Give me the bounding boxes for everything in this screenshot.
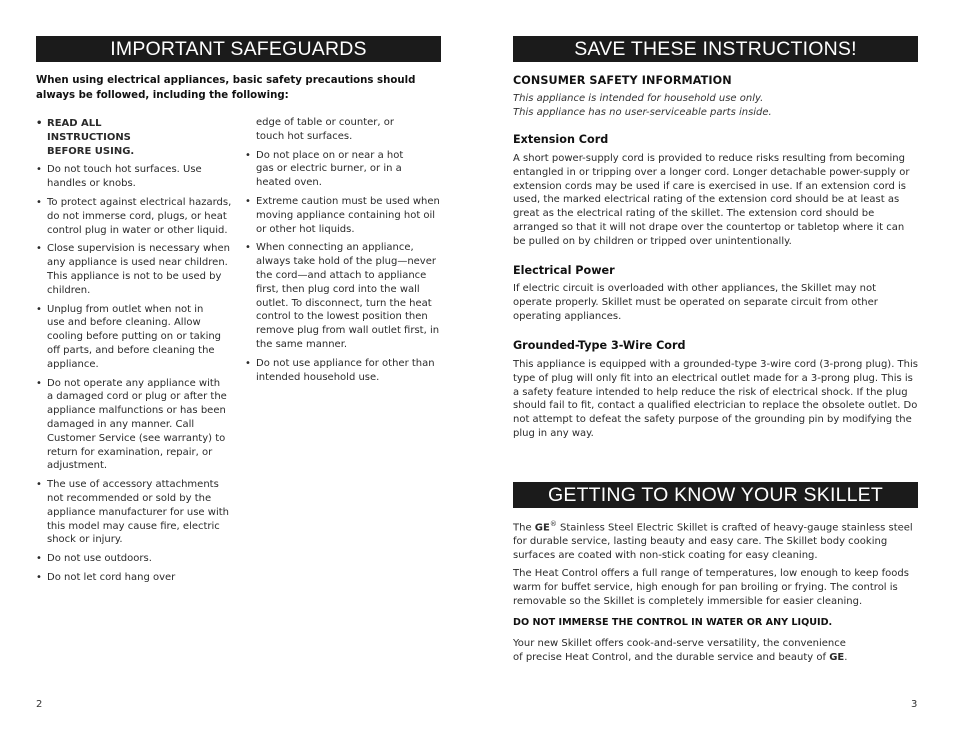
skillet-p3-line-1: Your new Skillet offers cook-and-serve versatility, the convenience	[513, 638, 846, 649]
safeguards-column-2	[245, 116, 441, 389]
list-item: • Do not let cord hang over	[36, 571, 232, 585]
skillet-paragraph-1	[513, 518, 918, 563]
extension-cord-heading: Extension Cord	[513, 133, 609, 146]
electrical-power-heading: Electrical Power	[513, 264, 615, 277]
registered-mark: ®	[549, 520, 557, 528]
list-item: • Close supervision is necessary when any appliance is used near children. This appliance is not to be used by children.	[36, 242, 232, 297]
ge-brand: GE	[829, 651, 845, 663]
text-body: Stainless Steel Electric Skillet is crafted of heavy-gauge stainless steel for durable service, lasting beauty and easy care. The Skillet body cooking surfaces are coated with non-stick coating for easy cleaning.	[513, 522, 913, 561]
extension-cord-text: A short power-supply cord is provided to reduce risks resulting from becoming entangled in or tripping over a longer cord. Longer detachable power-supply or extension cords may be used if care is exercised in use. If an extension cord is used, the marked electrical rating of the extension cord should be at least as great as the electrical rating of the skillet. The extension cord should be arranged so that it will not drape over the countertop or tabletop where it can be pulled on by children or tripped over unintentionally.	[513, 153, 910, 247]
immersion-warning: DO NOT IMMERSE THE CONTROL IN WATER OR ANY LIQUID.	[513, 617, 833, 628]
safeguards-intro: When using electrical appliances, basic safety precautions should always be followed, including the following:	[36, 75, 416, 101]
page-number-left: 2	[36, 699, 43, 710]
list-item: • Unplug from outlet when not in use and before cleaning. Allow cooling before putting on or taking off parts, and before cleaning the appliance.	[36, 303, 222, 372]
grounded-cord-text: This appliance is equipped with a grounded-type 3-wire cord (3-prong plug). This type of plug will only fit into an electrical outlet made for a 3-prong plug. This is a safety feature intended to help reduce the risk of electrical shock. If the plug should fail to fit, contact a qualified electrician to replace the obsolete outlet. Do not attempt to defeat the safety purpose of the grounding pin by modifying the plug in any way.	[513, 359, 918, 439]
safeguards-column-1	[36, 117, 232, 590]
getting-to-know-skillet-banner: GETTING TO KNOW YOUR SKILLET	[513, 482, 918, 508]
list-item: • Do not place on or near a hot gas or electric burner, or in a heated oven.	[245, 149, 417, 190]
electrical-power-text: If electric circuit is overloaded with other appliances, the Skillet may not operate properly. Skillet must be operated on separate circuit from other operating appliances.	[513, 283, 878, 322]
list-item: • Do not operate any appliance with a damaged cord or plug or after the appliance malfunctions or has been damaged in any manner. Call Customer Service (see warranty) to return for examination, repair, or adjustment.	[36, 377, 228, 474]
grounded-cord-heading: Grounded-Type 3-Wire Cord	[513, 339, 686, 352]
list-item: • When connecting an appliance, always take hold of the plug—never the cord—and attach to appliance first, then plug cord into the wall outlet. To disconnect, turn the heat control to the lowest position then remove plug from wall outlet first, in the same manner.	[245, 241, 441, 351]
consumer-safety-line-2: This appliance has no user-serviceable parts inside.	[513, 107, 772, 118]
safeguards-list-1	[36, 117, 232, 585]
list-item: • Extreme caution must be used when moving appliance containing hot oil or other hot liquids.	[245, 195, 441, 236]
list-item-continuation: edge of table or counter, or touch hot surfaces.	[256, 117, 394, 142]
list-item: • The use of accessory attachments not recommended or sold by the appliance manufacturer for use with this model may cause fire, electric shock or injury.	[36, 478, 232, 547]
list-item: • Do not use outdoors.	[36, 552, 232, 566]
list-item: • Do not touch hot surfaces. Use handles or knobs.	[36, 163, 212, 191]
save-instructions-banner: SAVE THESE INSTRUCTIONS!	[513, 36, 918, 62]
list-item: • READ ALL INSTRUCTIONS BEFORE USING.	[36, 117, 176, 158]
skillet-paragraph-2: The Heat Control offers a full range of temperatures, low enough to keep foods warm for buffet service, high enough for pan broiling or frying. The control is removable so the Skillet is completely immersible for easier cleaning.	[513, 568, 909, 607]
consumer-safety-line-1: This appliance is intended for household use only.	[513, 93, 764, 104]
ge-brand: GE	[534, 522, 550, 534]
page-number-right: 3	[911, 699, 918, 710]
list-item: • To protect against electrical hazards, do not immerse cord, plugs, or heat control plug in water or other liquid.	[36, 196, 232, 237]
list-item: • Do not use appliance for other than intended household use.	[245, 357, 437, 385]
skillet-p3-line-2	[513, 651, 918, 665]
important-safeguards-banner: IMPORTANT SAFEGUARDS	[36, 36, 441, 62]
skillet-paragraph-3	[513, 637, 918, 665]
consumer-safety-heading: CONSUMER SAFETY INFORMATION	[513, 74, 732, 87]
text-end: .	[844, 651, 848, 663]
text-body: of precise Heat Control, and the durable service and beauty of	[513, 651, 830, 663]
safeguards-list-2	[245, 149, 441, 385]
text-prefix: The	[513, 522, 535, 534]
